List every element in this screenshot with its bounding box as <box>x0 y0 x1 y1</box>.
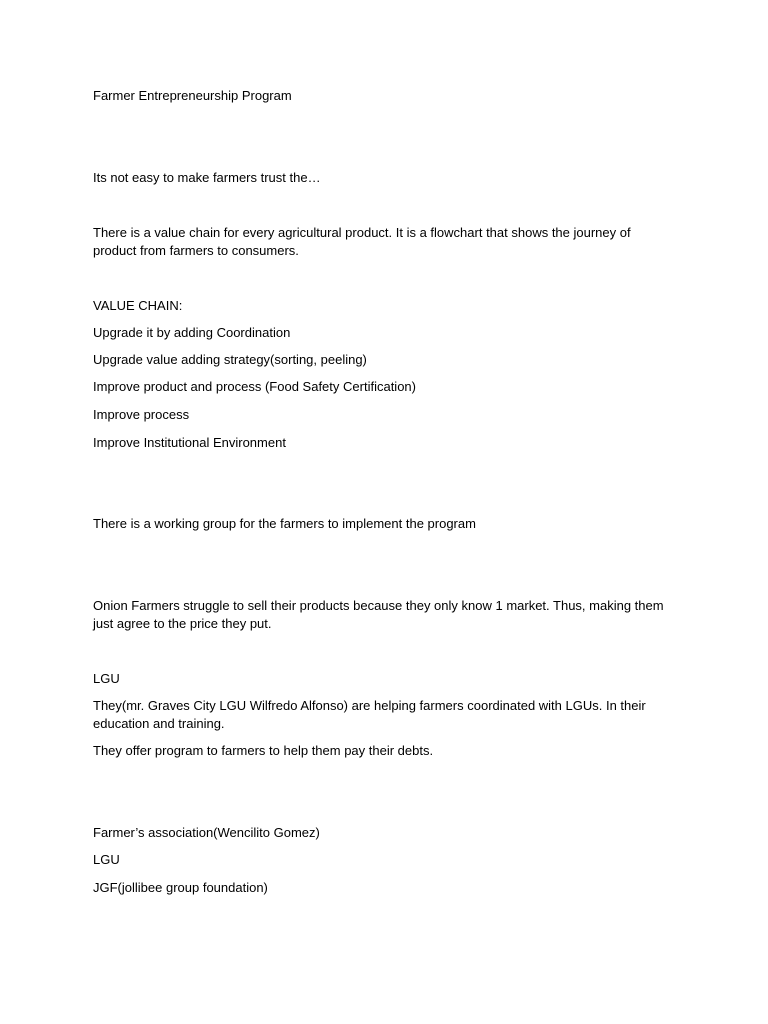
value-chain-item: Improve process <box>93 407 190 422</box>
document-title: Farmer Entrepreneurship Program <box>93 88 292 103</box>
paragraph-value-chain-intro: There is a value chain for every agricultural product. It is a flowchart that shows the journey of product from farmers to consumers. <box>93 225 631 258</box>
value-chain-item: Upgrade it by adding Coordination <box>93 325 291 340</box>
value-chain-item: Improve Institutional Environment <box>93 435 286 450</box>
partner-item: JGF(jollibee group foundation) <box>93 880 268 895</box>
paragraph-lgu-coordination: They(mr. Graves City LGU Wilfredo Alfonso) are helping farmers coordinated with LGUs. In their education and training. <box>93 698 646 731</box>
partner-item: Farmer’s association(Wencilito Gomez) <box>93 825 320 840</box>
value-chain-heading: VALUE CHAIN: <box>93 298 183 313</box>
paragraph-lgu-debts: They offer program to farmers to help them pay their debts. <box>93 743 434 758</box>
value-chain-item: Improve product and process (Food Safety Certification) <box>93 379 416 394</box>
paragraph-onion-farmers: Onion Farmers struggle to sell their products because they only know 1 market. Thus, making them just agree to the price they put. <box>93 598 664 631</box>
lgu-heading: LGU <box>93 671 120 686</box>
paragraph-working-group: There is a working group for the farmers to implement the program <box>93 516 476 531</box>
partner-item: LGU <box>93 852 120 867</box>
value-chain-item: Upgrade value adding strategy(sorting, peeling) <box>93 352 367 367</box>
paragraph-trust: Its not easy to make farmers trust the… <box>93 170 321 185</box>
